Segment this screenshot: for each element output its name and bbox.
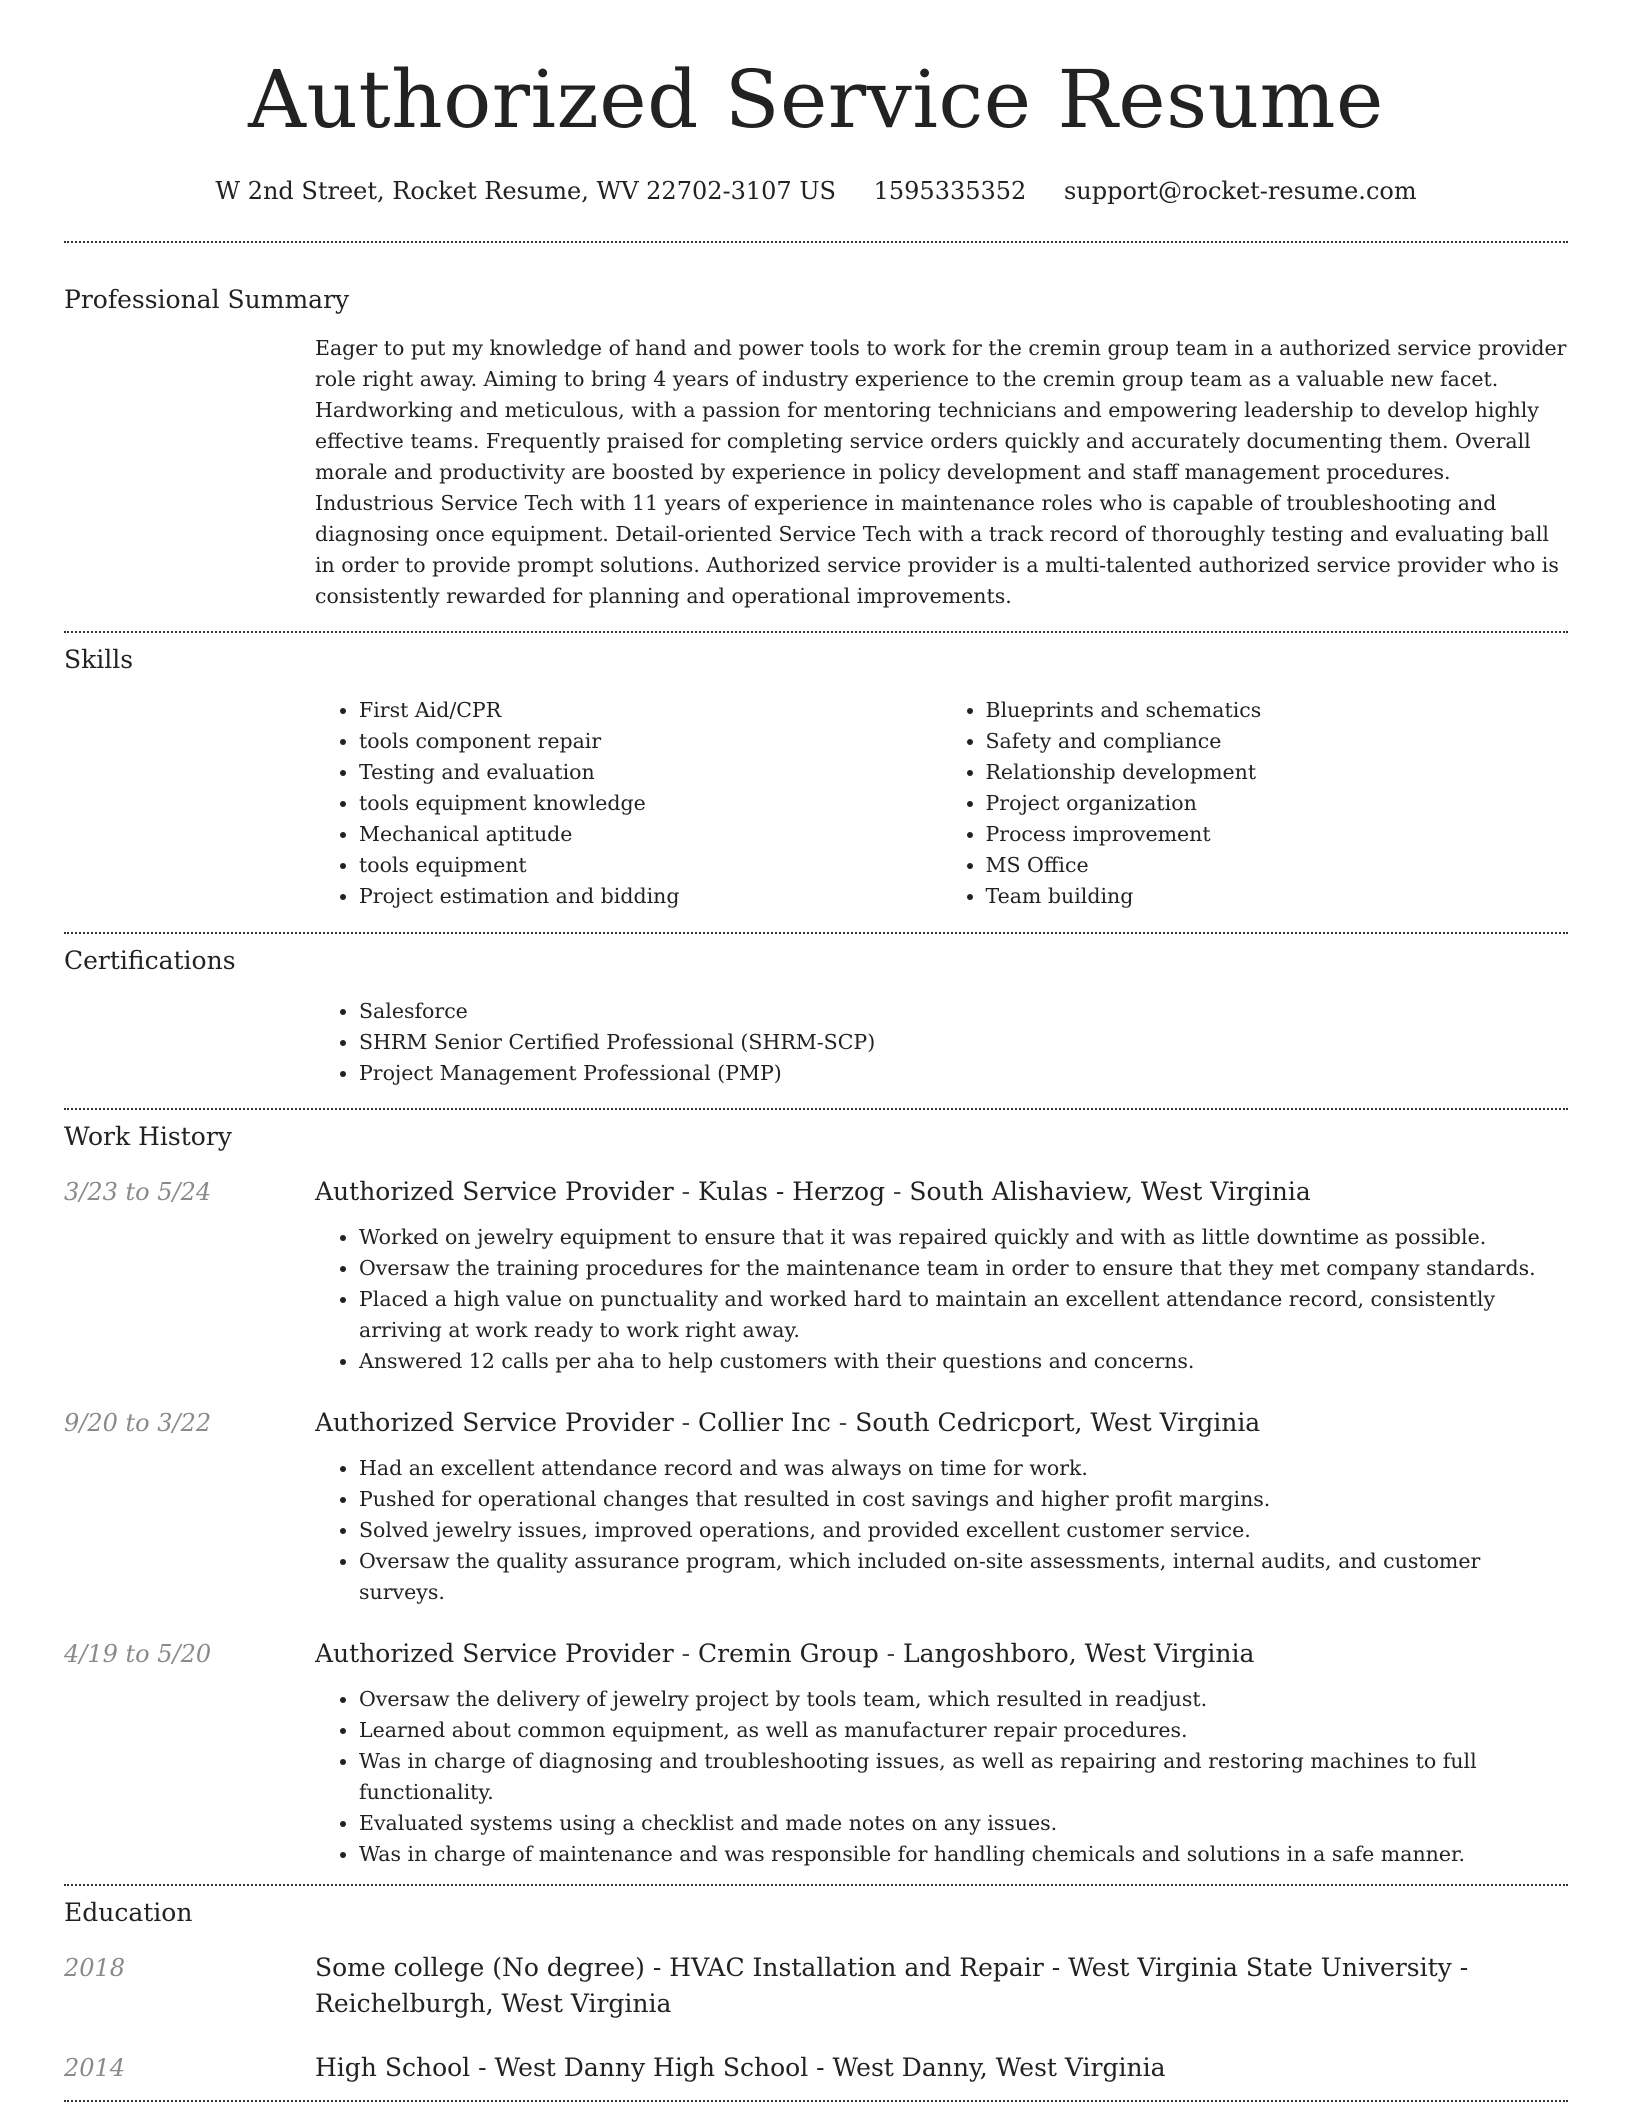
certification-item: • Salesforce [359, 996, 1568, 1027]
skill-item: • Relationship development [986, 757, 1569, 788]
summary-heading: Professional Summary [64, 285, 350, 314]
job-entry [64, 1405, 1568, 1608]
job-body [315, 1174, 1568, 1377]
education-section [64, 1896, 1568, 2086]
skill-item: • Project estimation and bidding [359, 881, 942, 912]
job-company: Collier Inc [698, 1408, 831, 1437]
skill-item: • tools equipment [359, 850, 942, 881]
resume-title: Authorized Service Resume [248, 53, 1384, 146]
job-title: Authorized Service Provider - Collier Inc - South Cedricport, West Virginia [315, 1408, 1261, 1437]
job-location: South Cedricport, West Virginia [855, 1408, 1261, 1437]
job-bullet: • Oversaw the delivery of jewelry project by tools team, which resulted in readjust. [359, 1684, 1568, 1715]
job-bullet: • Oversaw the training procedures for the maintenance team in order to ensure that they met company standards. [359, 1253, 1568, 1284]
job-bullets [315, 1222, 1568, 1377]
education-entry [64, 1950, 1568, 2022]
education-year: 2018 [64, 1954, 126, 1982]
education-line: High School - West Danny High School - West Danny, West Virginia [315, 2053, 1166, 2082]
skill-item: • Blueprints and schematics [986, 695, 1569, 726]
certifications-list-wrap [315, 996, 1568, 1089]
skill-item: • tools equipment knowledge [359, 788, 942, 819]
job-dates: 3/23 to 5/24 [64, 1178, 212, 1206]
section-divider [64, 932, 1568, 934]
job-bullets [315, 1684, 1568, 1870]
education-heading: Education [64, 1898, 193, 1927]
skill-item: • First Aid/CPR [359, 695, 942, 726]
work-section [64, 1120, 1568, 1870]
job-bullet: • Placed a high value on punctuality and worked hard to maintain an excellent attendance record, consistently arriving at work ready to work right away. [359, 1284, 1568, 1346]
job-body [315, 1405, 1568, 1608]
job-bullet: • Was in charge of diagnosing and troubleshooting issues, as well as repairing and restoring machines to full functionality. [359, 1746, 1568, 1808]
summary-section [64, 283, 1568, 612]
job-title: Authorized Service Provider - Cremin Group - Langoshboro, West Virginia [315, 1639, 1255, 1668]
job-company: Kulas - Herzog [698, 1177, 886, 1206]
education-entry [64, 2050, 1568, 2086]
job-location: South Alishaview, West Virginia [909, 1177, 1311, 1206]
job-location: Langoshboro, West Virginia [903, 1639, 1255, 1668]
education-year: 2014 [64, 2054, 126, 2082]
job-entry [64, 1636, 1568, 1870]
job-bullet: • Solved jewelry issues, improved operations, and provided excellent customer service. [359, 1515, 1568, 1546]
skill-item: • tools component repair [359, 726, 942, 757]
job-role: Authorized Service Provider [315, 1639, 674, 1668]
job-entry [64, 1174, 1568, 1377]
section-divider [64, 631, 1568, 633]
work-heading: Work History [64, 1122, 232, 1151]
job-body [315, 1636, 1568, 1870]
job-bullet: • Oversaw the quality assurance program, which included on-site assessments, internal audits, and customer surveys. [359, 1546, 1568, 1608]
job-role: Authorized Service Provider [315, 1177, 674, 1206]
skill-item: • Safety and compliance [986, 726, 1569, 757]
skill-item: • Process improvement [986, 819, 1569, 850]
summary-text: Eager to put my knowledge of hand and power tools to work for the cremin group team in a authorized service provider role right away. Aiming to bring 4 years of industry experience to the cremin group team as a valuable new facet. Hardworking and meticulous, with a passion for mentoring technicians and empowering leadership to develop highly effective teams. Frequently praised for completing service orders quickly and accurately documenting them. Overall morale and productivity are boosted by experience in policy development and staff management procedures. Industrious Service Tech with 11 years of experience in maintenance roles who is capable of troubleshooting and diagnosing once equipment. Detail-oriented Service Tech with a track record of thoroughly testing and evaluating ball in order to provide prompt solutions. Authorized service provider is a multi-talented authorized service provider who is consistently rewarded for planning and operational improvements. [315, 336, 1567, 608]
education-line: Some college (No degree) - HVAC Installation and Repair - West Virginia State University - Reichelburgh, West Virginia [315, 1953, 1469, 2018]
certifications-list [315, 996, 1568, 1089]
section-divider [64, 2100, 1568, 2102]
job-bullet: • Worked on jewelry equipment to ensure that it was repaired quickly and with as little downtime as possible. [359, 1222, 1568, 1253]
certifications-section [64, 944, 1568, 1089]
skill-item: • Testing and evaluation [359, 757, 942, 788]
certifications-heading: Certifications [64, 946, 236, 975]
job-dates: 9/20 to 3/22 [64, 1409, 212, 1437]
job-dates: 4/19 to 5/20 [64, 1640, 212, 1668]
job-company: Cremin Group [698, 1639, 879, 1668]
job-title: Authorized Service Provider - Kulas - Herzog - South Alishaview, West Virginia [315, 1177, 1311, 1206]
job-bullets [315, 1453, 1568, 1608]
certification-item: • SHRM Senior Certified Professional (SHRM-SCP) [359, 1027, 1568, 1058]
skills-section [64, 643, 1568, 912]
skill-item: • Team building [986, 881, 1569, 912]
skills-grid [315, 695, 1568, 912]
job-bullet: • Pushed for operational changes that resulted in cost savings and higher profit margins. [359, 1484, 1568, 1515]
job-bullet: • Had an excellent attendance record and was always on time for work. [359, 1453, 1568, 1484]
section-divider [64, 1108, 1568, 1110]
skill-item: • Project organization [986, 788, 1569, 819]
skills-list-left [315, 695, 942, 912]
section-divider [64, 241, 1568, 243]
job-bullet: • Answered 12 calls per aha to help customers with their questions and concerns. [359, 1346, 1568, 1377]
skill-item: • MS Office [986, 850, 1569, 881]
skills-list-right [942, 695, 1569, 912]
skills-heading: Skills [64, 645, 134, 674]
job-bullet: • Learned about common equipment, as well as manufacturer repair procedures. [359, 1715, 1568, 1746]
skill-item: • Mechanical aptitude [359, 819, 942, 850]
job-bullet: • Evaluated systems using a checklist and made notes on any issues. [359, 1808, 1568, 1839]
job-role: Authorized Service Provider [315, 1408, 674, 1437]
contact-email: support@rocket-resume.com [1063, 177, 1417, 205]
contact-phone: 1595335352 [873, 177, 1027, 205]
certification-item: • Project Management Professional (PMP) [359, 1058, 1568, 1089]
job-bullet: • Was in charge of maintenance and was responsible for handling chemicals and solutions in a safe manner. [359, 1839, 1568, 1870]
section-divider [64, 1884, 1568, 1886]
contact-address: W 2nd Street, Rocket Resume, WV 22702-3107 US [215, 177, 836, 205]
contact-line [64, 177, 1568, 205]
